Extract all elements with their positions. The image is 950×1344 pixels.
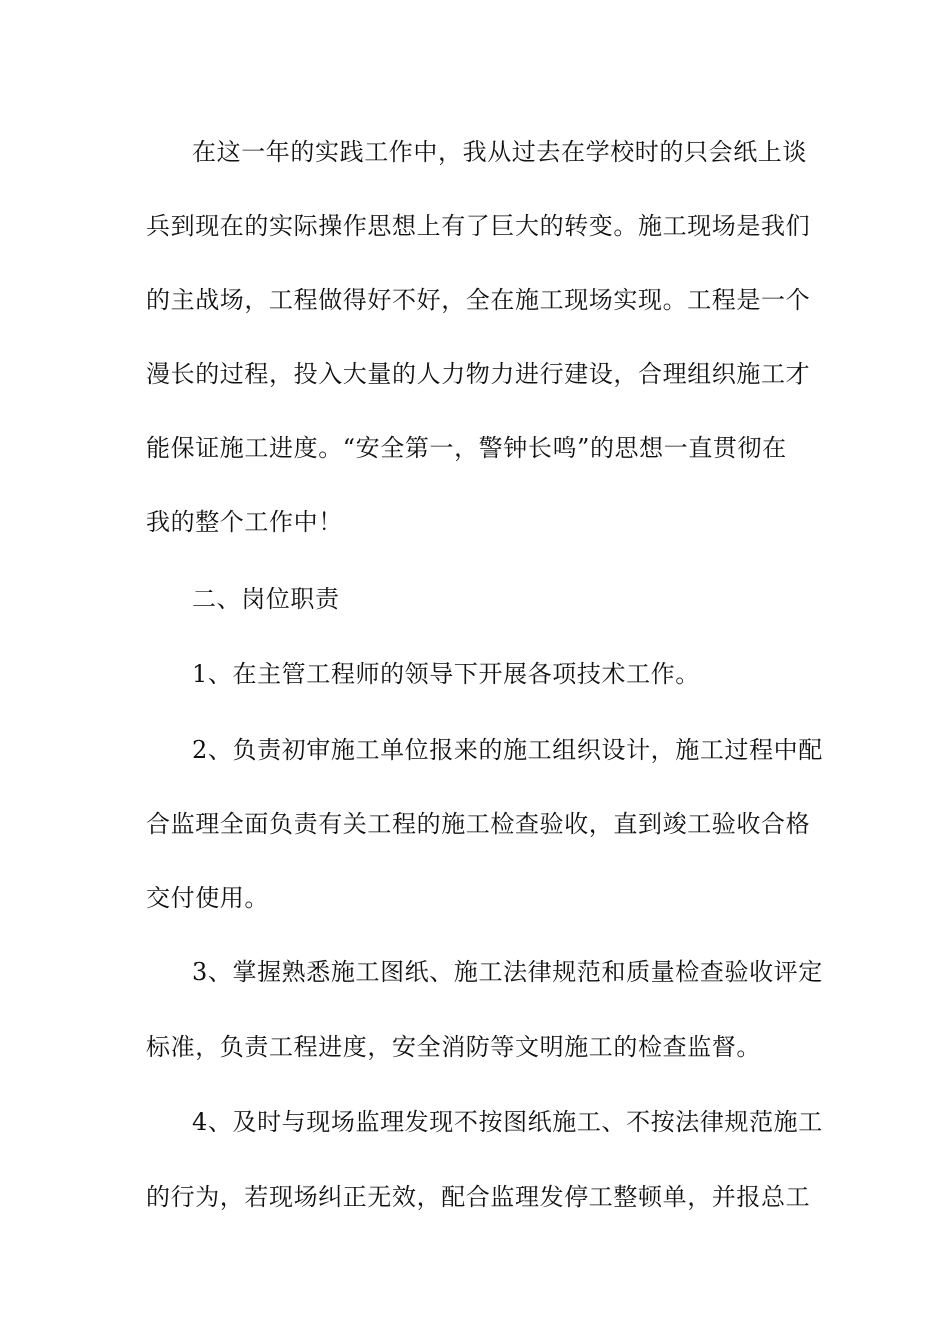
section-heading: 二、岗位职责: [192, 585, 340, 613]
item-4-line-1: 4、及时与现场监理发现不按图纸施工、不按法律规范施工: [192, 1108, 823, 1136]
paragraph-1-line-4: 漫长的过程，投入大量的人力物力进行建设，合理组织施工才: [146, 360, 811, 388]
item-2-line-3: 交付使用。: [146, 884, 269, 912]
item-3-line-1: 3、掌握熟悉施工图纸、施工法律规范和质量检查验收评定: [192, 958, 823, 986]
paragraph-1-line-1: 在这一年的实践工作中，我从过去在学校时的只会纸上谈: [192, 138, 807, 166]
paragraph-1-line-6: 我的整个工作中！: [146, 508, 343, 536]
paragraph-1-line-2: 兵到现在的实际操作思想上有了巨大的转变。施工现场是我们: [146, 212, 811, 240]
item-1-line-1: 1、在主管工程师的领导下开展各项技术工作。: [192, 660, 700, 688]
paragraph-1-line-3: 的主战场，工程做得好不好，全在施工现场实现。工程是一个: [146, 286, 811, 314]
item-2-line-1: 2、负责初审施工单位报来的施工组织设计，施工过程中配: [192, 736, 823, 764]
item-4-line-2: 的行为，若现场纠正无效，配合监理发停工整顿单，并报总工: [146, 1183, 811, 1211]
paragraph-1-line-5: 能保证施工进度。“安全第一，警钟长鸣”的思想一直贯彻在: [146, 434, 787, 462]
item-3-line-2: 标准，负责工程进度，安全消防等文明施工的检查监督。: [146, 1033, 761, 1061]
item-2-line-2: 合监理全面负责有关工程的施工检查验收，直到竣工验收合格: [146, 810, 811, 838]
